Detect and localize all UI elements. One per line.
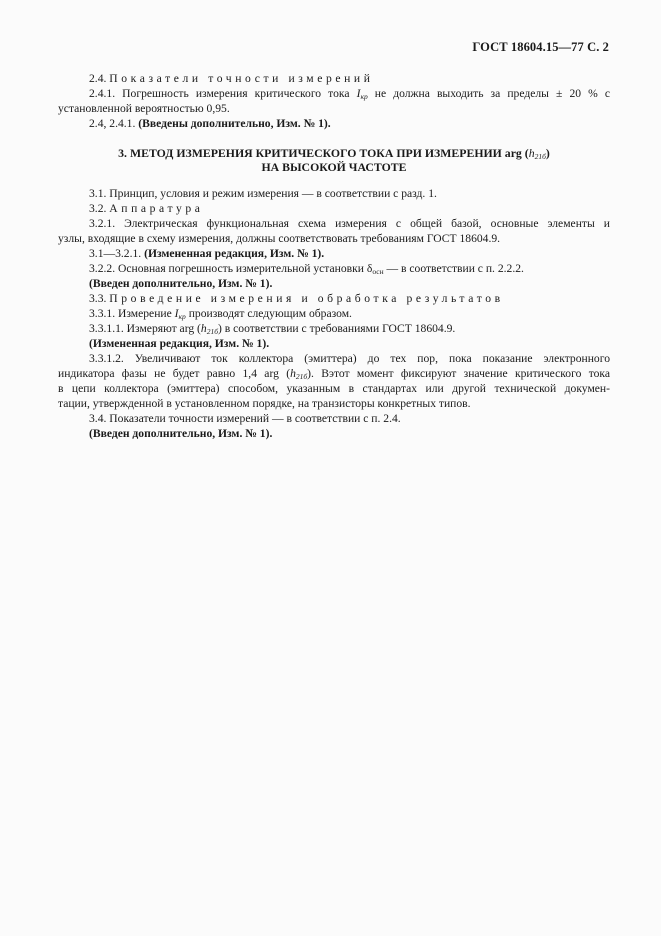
amendment-note: (Измененная редакция, Изм. № 1). bbox=[144, 247, 325, 260]
section-title: Аппаратура bbox=[109, 202, 204, 215]
note-3-2-2: (Введен дополнительно, Изм. № 1). bbox=[89, 277, 273, 290]
paragraph-3-3-1: 3.3.1. Измерение $I_{кр}$ производят следующим образом. bbox=[89, 307, 352, 321]
paragraph-3-3-1-2-line2: индикатора фазы не будет равно 1,4 arg $(h_{21б})$. Вэтот момент фиксируют значение критического тока bbox=[58, 367, 611, 381]
note-number: 3.1—3.2.1. bbox=[89, 247, 142, 260]
note-3-4: (Введен дополнительно, Изм. № 1). bbox=[89, 427, 273, 440]
paragraph-2-4-1-cont: установленной вероятностью 0,95. bbox=[58, 102, 230, 115]
paragraph-text: не должна выходить за пределы ± 20 % с bbox=[374, 87, 610, 100]
paragraph-3-3-1-2-line3: в цепи коллектора (эмиттера) способом, указанным в стандартах или другой технической докумен- bbox=[58, 382, 610, 395]
paragraph-number: 2.4.1. bbox=[89, 87, 116, 100]
section-title: Проведение измерения и обработка результатов bbox=[109, 292, 504, 305]
section-3-3-title bbox=[89, 292, 504, 305]
symbol-i-kr: $I_{кр}$ bbox=[356, 87, 368, 101]
paragraph-3-3-1-2-line4: тации, утвержденной в установленном порядке, на транзисторы конкретных типов. bbox=[58, 397, 471, 410]
paragraph-text: Погрешность измерения критического тока bbox=[122, 87, 350, 100]
paragraph-2-4-1 bbox=[89, 87, 610, 100]
paragraph-3-2-1-cont: узлы, входящие в схему измерения, должны соответствовать требованиям ГОСТ 18604.9. bbox=[58, 232, 501, 245]
section-3-2-title bbox=[89, 202, 204, 215]
note-number: 2.4, 2.4.1. bbox=[89, 117, 136, 130]
section-number: 2.4. bbox=[89, 72, 107, 85]
paragraph-3-4: 3.4. Показатели точности измерений — в соответствии с п. 2.4. bbox=[89, 412, 401, 425]
amendment-note: (Введены дополнительно, Изм. № 1). bbox=[138, 117, 331, 130]
note-2-4 bbox=[89, 117, 331, 130]
section-number: 3.2. bbox=[89, 202, 107, 215]
note-3-3-1-1: (Измененная редакция, Изм. № 1). bbox=[89, 337, 270, 350]
section-2-4-title bbox=[89, 72, 374, 85]
note-3-1-3-2-1 bbox=[89, 247, 324, 260]
paragraph-3-2-1: 3.2.1. Электрическая функциональная схема измерения с общей базой, основные элементы и bbox=[89, 217, 610, 230]
section-title: Показатели точности измерений bbox=[109, 72, 374, 85]
section-3-heading: 3. МЕТОД ИЗМЕРЕНИЯ КРИТИЧЕСКОГО ТОКА ПРИ ИЗМЕРЕНИИ arg $(h_{21б})$ bbox=[118, 146, 550, 161]
paragraph-3-3-1-1: 3.3.1.1. Измеряют arg $(h_{21б})$ в соответствии с требованиями ГОСТ 18604.9. bbox=[89, 322, 456, 336]
section-3-heading-line2: НА ВЫСОКОЙ ЧАСТОТЕ bbox=[261, 160, 407, 174]
paragraph-3-1: 3.1. Принцип, условия и режим измерения — в соответствии с разд. 1. bbox=[89, 187, 437, 200]
paragraph-3-3-1-2: 3.3.1.2. Увеличивают ток коллектора (эмиттера) до тех пор, пока показание электронного bbox=[89, 352, 610, 365]
page-header-standard-ref: ГОСТ 18604.15—77 С. 2 bbox=[472, 40, 609, 54]
section-number: 3.3. bbox=[89, 292, 107, 305]
paragraph-3-2-2: 3.2.2. Основная погрешность измерительной установки $\delta_{осн}$ — в соответствии с п. 2.2.2. bbox=[89, 262, 524, 276]
